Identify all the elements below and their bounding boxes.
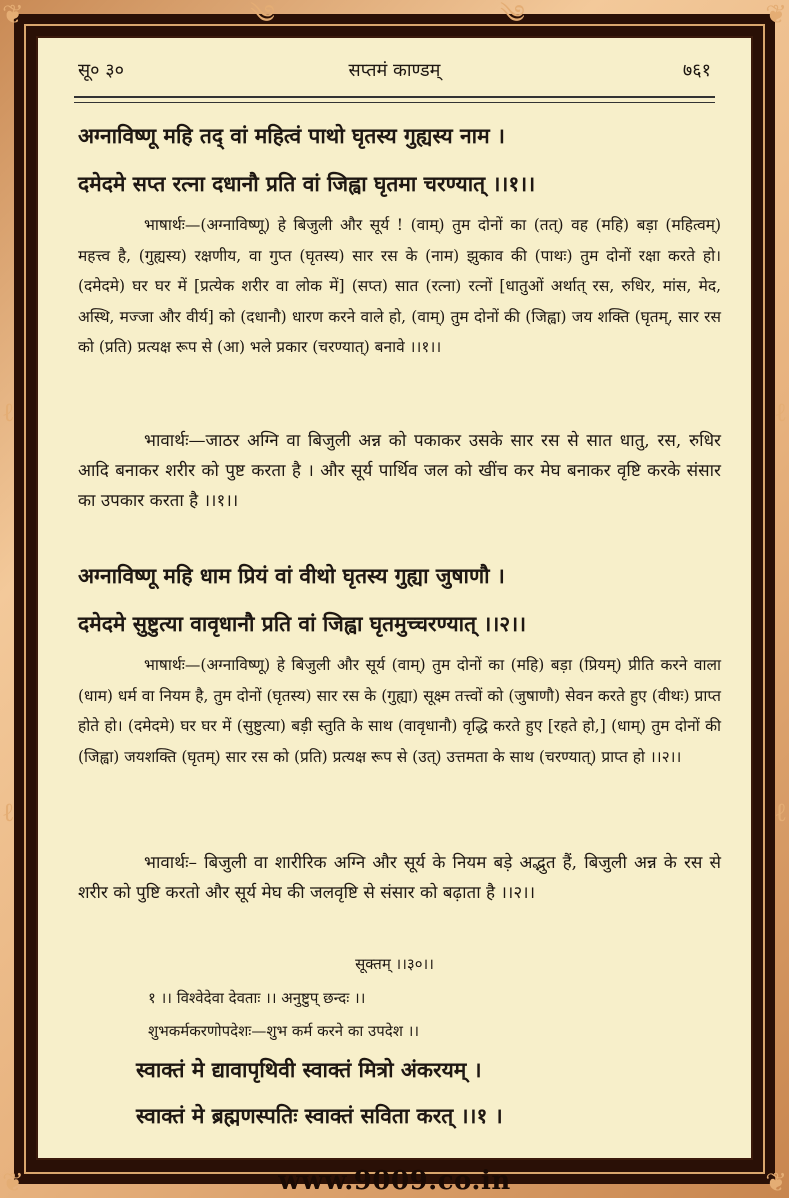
page-header	[78, 58, 711, 84]
bhavartha-1-text: भावार्थः—जाठर अग्नि वा बिजुली अन्न को पकाकर उसके सार रस से सात धातु, रस, रुधिर आदि बनाकर शरीर को पुष्ट करता है । और सूर्य पार्थिव जल को खींच कर मेघ बनाकर वृष्टि करके संसार का उपकार करता है ।।१।।	[78, 431, 721, 511]
bhashartha-2-text: भाषार्थः—(अग्नाविष्णू) हे बिजुली और सूर्य (वाम्) तुम दोनों का (महि) बड़ा (प्रियम्) प्रीति करने वाला (धाम) धर्म वा नियम है, तुम दोनों (घृतस्य) सार रस के (गुह्या) सूक्ष्म तत्त्वों को (जुषाणौ) सेवन करते हुए (वीथः) प्राप्त होते हो। (दमेदमे) घर घर में (सुष्टुत्या) बड़ी स्तुति के साथ (वावृधानौ) वृद्धि करते हुए [रहते हो,] (धाम्) तुम दोनों की (जिह्वा) जयशक्ति (घृतम्) सार रस को (प्रति) प्रत्यक्ष रूप से (उत्) उत्तमता के साथ (चरण्यात्) प्राप्त हो ।।२।।	[78, 656, 721, 766]
bhashartha-1-text: भाषार्थः—(अग्नाविष्णू) हे बिजुली और सूर्य ! (वाम्) तुम दोनों का (तत्) वह (महि) बड़ा (महित्वम्) महत्त्व है, (गुह्यस्य) रक्षणीय, वा गुप्त (घृतस्य) सार रस के (नाम) झुकाव की (पाथः) तुम दोनों रक्षा करते हो। (दमेदमे) घर घर में [प्रत्येक शरीर वा लोक में] (सप्त) सात (रत्ना) रत्नों [धातुओं अर्थात् रस, रुधिर, मांस, मेद, अस्थि, मज्जा और वीर्य] को (दधानौ) धारण करने वाले हो, (वाम्) तुम दोनों की (जिह्वा) जय शक्ति (घृतम्, सार रस को (प्रति) प्रत्यक्ष रूप से (आ) भले प्रकार (चरण्यात्) बनावे ।।१।।	[78, 216, 721, 356]
website-url[interactable]: www.9009.co.in	[278, 1166, 511, 1196]
border-flourish-icon: ℓ	[2, 798, 15, 828]
corner-ornament-icon: ❦	[2, 0, 24, 30]
mantra-1-line-2: दमेदमे सप्त रत्ना दधानौ प्रति वां जिह्वा घृतमा चरण्यात् ।।१।।	[78, 171, 536, 196]
mantra-2-line-2: दमेदमे सुष्टुत्या वावृधानौ प्रति वां जिह्वा घृतमुच्चरण्यात् ।।२।।	[78, 611, 527, 636]
sukta-heading: सूक्तम् ।।३०।।	[355, 955, 434, 973]
corner-ornament-icon: ❦	[2, 1168, 24, 1198]
book-page	[36, 36, 753, 1160]
border-flourish-icon: ༄	[500, 0, 525, 30]
sukta-mantra-line-1: स्वाक्तं मे द्यावापृथिवी स्वाक्तं मित्रो अंकरयम् ।	[136, 1057, 482, 1082]
sukta-upadesha: शुभकर्मकरणोपदेशः—शुभ कर्म करने का उपदेश ।।	[148, 1022, 420, 1040]
sutra-number: सू० ३०	[78, 60, 124, 81]
corner-ornament-icon: ❦	[765, 0, 787, 30]
mantra-2-line-1: अग्नाविष्णू महि धाम प्रियं वां वीथो घृतस्य गुह्या जुषाणौ ।	[78, 563, 505, 588]
bhavartha-2-text: भावार्थः– बिजुली वा शारीरिक अग्नि और सूर्य के नियम बड़े अद्भुत हैं, बिजुली अन्न के रस से शरीर को पुष्टि करतो और सूर्य मेघ की जलवृष्टि से संसार को बढ़ाता है ।।२।।	[78, 853, 721, 903]
border-flourish-icon: ℓ	[2, 398, 15, 428]
border-flourish-icon: ℓ	[774, 798, 787, 828]
border-flourish-icon: ℓ	[774, 398, 787, 428]
sukta-mantra-line-2: स्वाक्तं मे ब्रह्मणस्पतिः स्वाक्तं सविता करत् ।।१ ।	[136, 1103, 503, 1128]
header-divider	[74, 96, 715, 103]
bhashartha-1	[78, 210, 721, 420]
bhashartha-2	[78, 650, 721, 846]
page-title: सप्तमं काण्डम्	[348, 60, 441, 81]
page-number: ७६१	[682, 60, 711, 81]
corner-ornament-icon: ❦	[765, 1168, 787, 1198]
bhavartha-2	[78, 848, 721, 940]
mantra-1-line-1: अग्नाविष्णू महि तद् वां महित्वं पाथो घृतस्य गुह्यस्य नाम ।	[78, 123, 505, 148]
bhavartha-1	[78, 426, 721, 548]
border-flourish-icon: ༄	[250, 0, 275, 30]
sukta-deity-meter: १ ।। विश्वेदेवा देवताः ।। अनुष्टुप् छन्दः ।।	[148, 989, 366, 1007]
